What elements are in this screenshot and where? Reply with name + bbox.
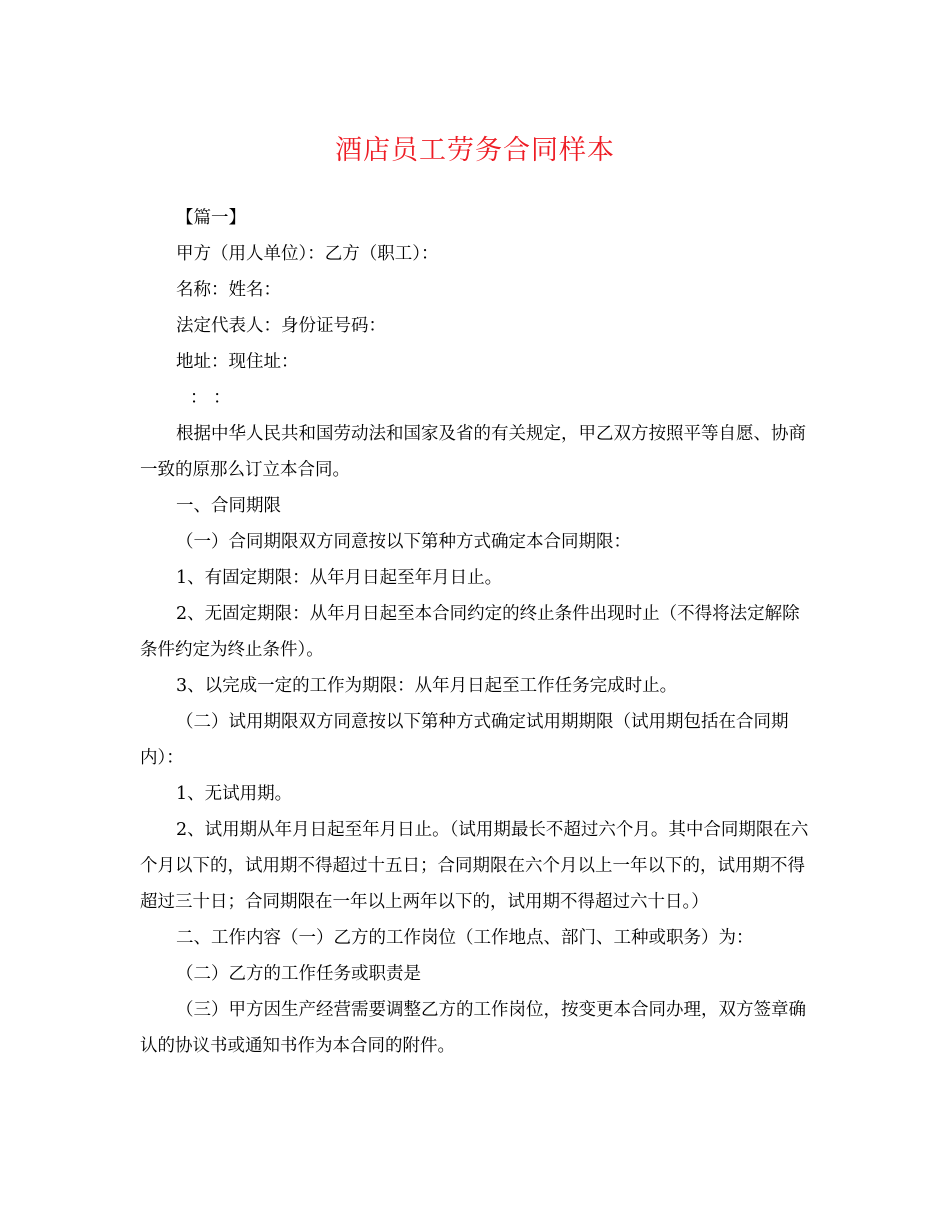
- blank-line: ： ：: [190, 388, 231, 408]
- address-line: 地址：现住址：: [176, 352, 299, 372]
- document-title: 酒店员工劳务合同样本: [335, 135, 615, 166]
- paragraph: 根据中华人民共和国劳动法和国家及省的有关规定，甲乙双方按照平等自愿、协商一致的原那么订立本合同。: [140, 424, 806, 480]
- representative-line: 法定代表人：身份证号码：: [176, 316, 386, 336]
- paragraph: 1、无试用期。: [176, 784, 293, 804]
- name-line: 名称：姓名：: [176, 280, 281, 300]
- paragraph: （三）甲方因生产经营需要调整乙方的工作岗位，按变更本合同办理，双方签章确认的协议书或通知书作为本合同的附件。: [140, 1000, 806, 1056]
- section-heading: 【篇一】: [176, 208, 246, 228]
- paragraph: 1、有固定期限：从年月日起至年月日止。: [176, 568, 503, 588]
- paragraph: （二）乙方的工作任务或职责是: [176, 964, 421, 984]
- paragraph: 3、以完成一定的工作为期限：从年月日起至工作任务完成时止。: [176, 676, 678, 696]
- clause-heading: 二、工作内容（一）乙方的工作岗位（工作地点、部门、工种或职务）为：: [176, 928, 754, 948]
- party-line: 甲方（用人单位）：乙方（职工）：: [176, 244, 439, 264]
- paragraph: 2、无固定期限：从年月日起至本合同约定的终止条件出现时止（不得将法定解除条件约定为终止条件）。: [140, 604, 800, 660]
- clause-heading: 一、合同期限: [176, 496, 281, 516]
- paragraph: （二）试用期限双方同意按以下第种方式确定试用期期限（试用期包括在合同期内）：: [140, 712, 789, 768]
- paragraph: （一）合同期限双方同意按以下第种方式确定本合同期限：: [176, 532, 631, 552]
- paragraph: 2、试用期从年月日起至年月日止。（试用期最长不超过六个月。其中合同期限在六个月以下的，试用期不得超过十五日；合同期限在六个月以上一年以下的，试用期不得超过三十日；合同期限在一年以上两年以下的，试用期不得超过六十日。）: [140, 820, 809, 912]
- document-body: [140, 200, 812, 1064]
